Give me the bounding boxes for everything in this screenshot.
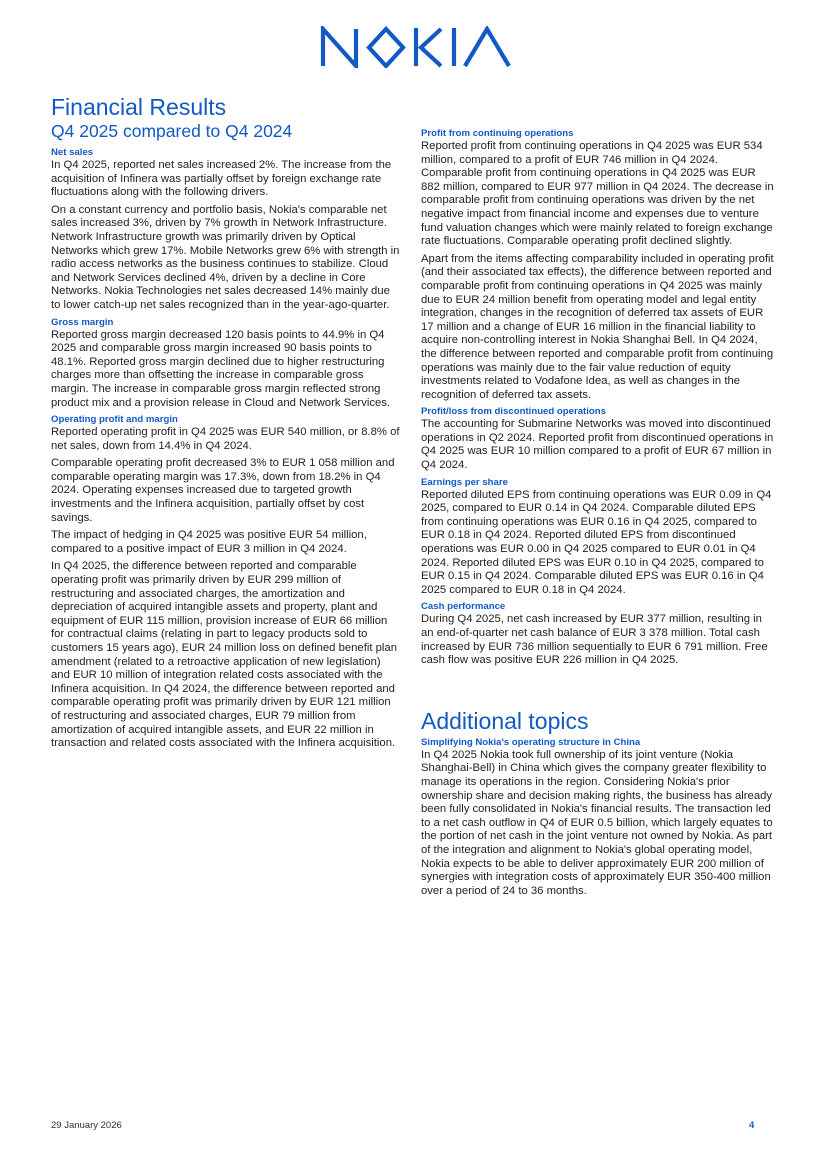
paragraph: During Q4 2025, net cash increased by EUR 377 million, resulting in an end-of-quarter net cash balance of EUR 3 378 million. Total cash increased by EUR 736 million sequentially to EUR 6 791 million. Free cash flow was positive EUR 226 million in Q4 2025. — [421, 613, 768, 667]
section-heading-discontinued: Profit/loss from discontinued operations — [421, 406, 606, 418]
right-column — [421, 126, 775, 902]
paragraph: Reported diluted EPS from continuing operations was EUR 0.09 in Q4 2025, compared to EUR 0.14 in Q4 2024. Comparable diluted EPS from continuing operations was EUR 0.16 in Q4 2025, compared to EUR 0.18 in Q4 2024. Reported diluted EPS from discontinued operations was EUR 0.00 in Q4 2025 compared to EUR 0.01 in Q4 2024. Reported diluted EPS was EUR 0.10 in Q4 2025, compared to EUR 0.15 in Q4 2024. Comparable diluted EPS was EUR 0.16 in Q4 2025 compared to EUR 0.18 in Q4 2024. — [421, 488, 772, 596]
paragraph: In Q4 2025 Nokia took full ownership of its joint venture (Nokia Shanghai-Bell) in China which gives the company greater flexibility to manage its operations in the region. Considering Nokia's prior ownership share and decision making rights, the business has already been fully consolidated in Nokia's financial results. The transaction led to a net cash outflow in Q4 of EUR 0.5 billion, which largely equates to the portion of net cash in the joint venture not owned by Nokia. As part of the integration and alignment to Nokia's global operating model, Nokia expects to be able to deliver approximately EUR 200 million of synergies with integration costs of approximately EUR 350-400 million over a period of 24 to 36 months. — [421, 748, 773, 897]
paragraph: Reported gross margin decreased 120 basis points to 44.9% in Q4 2025 and comparable gross margin increased 90 basis points to 48.1%. Reported gross margin declined due to higher restructuring charges more than offsetting the increase in comparable gross margin. The increase in comparable gross margin reflected strong product mix and a provision release in Cloud and Network Services. — [51, 328, 391, 409]
section-heading-operating-profit: Operating profit and margin — [51, 414, 178, 426]
section-heading-gross-margin: Gross margin — [51, 316, 114, 328]
paragraph: The impact of hedging in Q4 2025 was positive EUR 54 million, compared to a positive impact of EUR 3 million in Q4 2024. — [51, 529, 367, 555]
section-heading-profit-continuing: Profit from continuing operations — [421, 128, 574, 139]
paragraph: The accounting for Submarine Networks was moved into discontinued operations in Q2 2024. Reported profit from discontinued operations in Q4 2025 was EUR 10 million compared to a profit of EUR 67 million in Q4 2024. — [421, 418, 774, 472]
paragraph: Reported profit from continuing operations in Q4 2025 was EUR 534 million, compared to a profit of EUR 746 million in Q4 2024. Comparable profit from continuing operations in Q4 2025 was EUR 882 million, compared to EUR 977 million in Q4 2024. The decrease in comparable profit from continuing operations was driven by the net negative impact from financial income and expenses due to venture fund valuation changes which were mainly related to foreign exchange rate fluctuations. Comparable operating profit declined slightly. — [421, 140, 774, 248]
section-heading-eps: Earnings per share — [421, 476, 508, 488]
page-number: 4 — [749, 1120, 755, 1131]
section-heading-net-sales: Net sales — [51, 147, 94, 158]
section-heading-china: Simplifying Nokia's operating structure in China — [421, 736, 641, 748]
paragraph: On a constant currency and portfolio basis, Nokia's comparable net sales increased 3%, driven by 7% growth in Network Infrastructure. Network Infrastructure growth was primarily driven by Optical Networks which grew 17%. Mobile Networks grew 6% with strength in radio access networks as the business continues to stabilize. Cloud and Network Services declined 4%, driven by a decline in Core Networks. Nokia Technologies net sales decreased 14% mainly due to lower catch-up net sales recognized than in the year-ago-quarter. — [51, 203, 400, 311]
paragraph: Comparable operating profit decreased 3% to EUR 1 058 million and comparable operating margin was 17.3%, down from 18.2% in Q4 2024. Operating expenses increased due to targeted growth investments and the Infinera acquisition, partially offset by cost savings. — [51, 457, 395, 524]
page-subtitle: Q4 2025 compared to Q4 2024 — [51, 121, 293, 141]
paragraph: Apart from the items affecting comparability included in operating profit (and their associated tax effects), the difference between reported and comparable profit from continuing operations in Q4 2025 was mainly due to EUR 24 million benefit from operating model and legal entity integration, changes in the recognition of deferred tax assets of EUR 17 million and a change of EUR 16 million in the financial liability to acquire non-controlling interest in Nokia Shanghai Bell. In Q4 2024, the difference between reported and comparable profit from continuing operations was mainly due to the fair value reduction of equity investments related to Vodafone Idea, as well as changes in the recognition of deferred tax assets. — [421, 252, 774, 401]
footer-date: 29 January 2026 — [51, 1120, 122, 1131]
nokia-logo — [320, 26, 512, 68]
additional-topics — [421, 708, 775, 899]
additional-topics-title: Additional topics — [421, 707, 589, 734]
section-heading-cash: Cash performance — [421, 601, 506, 613]
paragraph: Reported operating profit in Q4 2025 was EUR 540 million, or 8.8% of net sales, down from 14.4% in Q4 2024. — [51, 426, 400, 452]
paragraph: In Q4 2025, reported net sales increased 2%. The increase from the acquisition of Infinera was partially offset by foreign exchange rate fluctuations along with the following drivers. — [51, 159, 392, 199]
left-column — [51, 94, 401, 755]
page-title: Financial Results — [51, 94, 227, 120]
paragraph: In Q4 2025, the difference between reported and comparable operating profit was primarily driven by EUR 299 million of restructuring and associated charges, the amortization and depreciation of acquired intangible assets and property, plant and equipment of EUR 115 million, provision increase of EUR 66 million for contractual claims (relating in part to legacy products sold to customers 15 years ago), EUR 24 million loss on defined benefit plan amendment (related to a retroactive application of new legislation) and EUR 10 million of integration related costs associated with the Infinera acquisition. In Q4 2024, the difference between reported and comparable operating profit was primarily driven by EUR 121 million of restructuring and associated charges, EUR 79 million from amortization of acquired intangible assets, and EUR 22 million in transaction and related costs associated with the Infinera acquisition. — [51, 560, 397, 750]
